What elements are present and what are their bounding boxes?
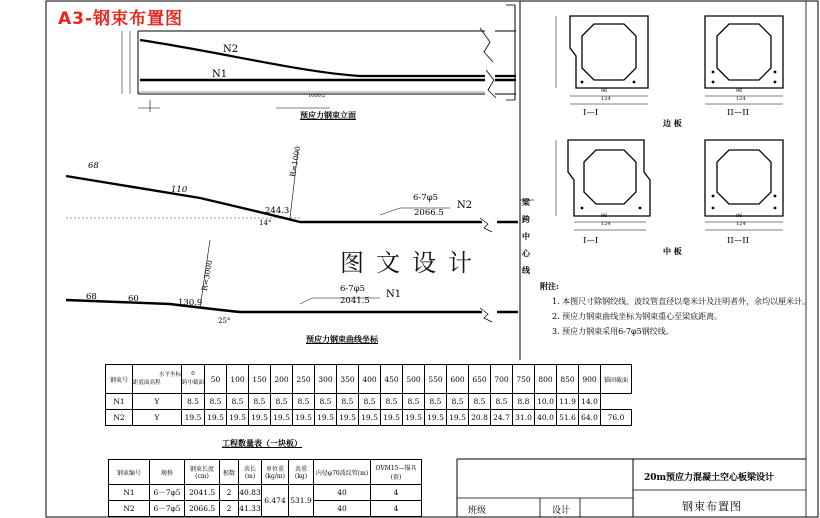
section-middle-right xyxy=(705,140,783,230)
design-label: 设计 xyxy=(552,506,571,516)
coord-cell: 8.5 xyxy=(491,394,513,410)
qty-header: 规格 xyxy=(150,460,185,485)
midline-char: 中 xyxy=(522,231,530,241)
qty-cell: 40 xyxy=(314,485,371,501)
qty-cell: 2 xyxy=(220,485,239,501)
coord-head-y: 距底面高程 xyxy=(133,380,161,386)
coord-cell: 8.5 xyxy=(447,394,469,410)
cut-1-edge: I—I xyxy=(583,108,599,118)
coord-col: 550 xyxy=(425,365,447,394)
coord-zero-label: 跨中截面 xyxy=(182,380,205,386)
n1-length: 2041.5 xyxy=(340,296,370,306)
cut-2-edge: II—II xyxy=(727,108,749,118)
coord-cell: 19.5 xyxy=(315,410,337,426)
qty-header: 单位重(kg/m) xyxy=(262,460,289,485)
coord-cell: 20.8 xyxy=(469,410,491,426)
coord-cell: 8.5 xyxy=(205,394,227,410)
cut-1-middle: I—I xyxy=(583,236,599,246)
coord-col: 350 xyxy=(337,365,359,394)
n1-seg2: 60 xyxy=(128,294,139,304)
n2-length: 2066.5 xyxy=(414,208,444,218)
coord-cell: 19.5 xyxy=(271,410,293,426)
coord-cell: 8.5 xyxy=(249,394,271,410)
coord-cell: 8.5 xyxy=(469,394,491,410)
qty-cell: 6－7φ5 xyxy=(150,501,185,517)
title-block xyxy=(457,459,806,517)
qty-cell: 531.9 xyxy=(289,485,314,517)
note-item: 1. 本图尺寸除钢绞线、波纹管直径以毫米计及注明者外，余均以厘米计。 xyxy=(552,297,811,306)
section-edge-right xyxy=(705,16,783,104)
coord-cell: 8.5 xyxy=(403,394,425,410)
midline-char: 梁 xyxy=(522,197,530,207)
coord-cell: 51.6 xyxy=(557,410,579,426)
n2-radius: R=1000 xyxy=(288,145,303,178)
qty-cell: 40 xyxy=(314,501,371,517)
coord-cell: 8.5 xyxy=(425,394,447,410)
coord-cell: 8.5 xyxy=(227,394,249,410)
project-title: 20m预应力混凝土空心板梁设计 xyxy=(644,473,775,483)
cut-2-middle: II—II xyxy=(727,236,749,246)
n2-curve-label: N2 xyxy=(457,200,473,211)
qty-cell: 6－7φ5 xyxy=(150,485,185,501)
coord-cell: 10.0 xyxy=(535,394,557,410)
coord-cell: 64.0 xyxy=(579,410,601,426)
qty-header: 内径φ70波纹管(m) xyxy=(314,460,371,485)
coord-cell: 19.5 xyxy=(403,410,425,426)
coord-cell: 19.5 xyxy=(205,410,227,426)
coord-cell: 19.5 xyxy=(249,410,271,426)
coord-cell: 8.5 xyxy=(381,394,403,410)
qty-cell: 4 xyxy=(371,501,422,517)
coord-cell: 19.5 xyxy=(425,410,447,426)
n2-spec: 6-7φ5 xyxy=(413,193,439,203)
coord-col: 50 xyxy=(205,365,227,394)
coord-col: 400 xyxy=(359,365,381,394)
qty-header: 根数 xyxy=(220,460,239,485)
qty-header: 共长(m) xyxy=(239,460,262,485)
qty-cell: 41.33 xyxy=(239,501,262,517)
mid-dim-96-r: 96 xyxy=(736,213,743,219)
notes-title: 附注: xyxy=(540,281,559,291)
qty-cell: 4 xyxy=(371,485,422,501)
coord-cell: 14.0 xyxy=(579,394,601,410)
coord-head-zero xyxy=(182,365,205,394)
row-id: N1 xyxy=(106,394,133,410)
coord-cell: 8.5 xyxy=(315,394,337,410)
coord-col: 700 xyxy=(491,365,513,394)
n1-curve-label: N1 xyxy=(386,289,402,300)
qty-cell: N1 xyxy=(109,485,150,501)
mid-dim-96: 96 xyxy=(601,213,608,219)
edge-dim-124: 124 xyxy=(601,96,611,102)
coord-col: 100 xyxy=(227,365,249,394)
midline-char: 跨 xyxy=(522,214,530,224)
coord-cell: 19.5 xyxy=(381,410,403,426)
qty-cell: 2066.5 xyxy=(185,501,220,517)
coord-col: 800 xyxy=(535,365,557,394)
coord-head-x: 水平坐标 xyxy=(158,372,181,378)
class-label: 班级 xyxy=(468,506,487,516)
watermark: 图文设计 xyxy=(340,249,484,277)
n1-seg3: 130.9 xyxy=(178,298,203,308)
span-dim: 1000/2 xyxy=(308,93,326,99)
qty-header: 共重(kg) xyxy=(289,460,314,485)
coord-cell: 19.5 xyxy=(293,410,315,426)
qty-cell: N2 xyxy=(109,501,150,517)
coord-cell: 31.0 xyxy=(513,410,535,426)
coordinate-table xyxy=(105,364,632,426)
coord-zero: 0 xyxy=(191,371,195,377)
edge-dim-96: 96 xyxy=(601,88,608,94)
coord-col: 900 xyxy=(579,365,601,394)
edge-slab-caption: 边 板 xyxy=(663,118,682,128)
coord-col: 450 xyxy=(381,365,403,394)
note-item: 3. 预应力钢束采用6-7φ5钢绞线。 xyxy=(552,327,674,336)
n2-seg1: 68 xyxy=(88,161,99,171)
mid-dim-124-r: 124 xyxy=(736,221,746,227)
midline-char: 心 xyxy=(522,248,530,258)
qty-cell: 6.474 xyxy=(262,485,289,517)
table-row xyxy=(106,394,632,410)
coord-col: 500 xyxy=(403,365,425,394)
coord-col: 250 xyxy=(293,365,315,394)
coord-cell: 19.5 xyxy=(359,410,381,426)
n2-label: N2 xyxy=(223,44,239,55)
coord-cell: 8.8 xyxy=(513,394,535,410)
quantity-table xyxy=(108,459,422,517)
notes xyxy=(540,279,810,339)
coord-col: 600 xyxy=(447,365,469,394)
coord-cell: 19.5 xyxy=(227,410,249,426)
edge-dim-96-r: 96 xyxy=(736,88,743,94)
sheet-title: A3-钢束布置图 xyxy=(58,9,184,29)
curves-caption: 预应力钢束曲线坐标 xyxy=(306,334,378,344)
midline-char: 线 xyxy=(522,265,530,275)
coord-cell: 24.7 xyxy=(491,410,513,426)
coord-col-anchor: 锚固截面 xyxy=(601,365,632,394)
coord-cell: 8.5 xyxy=(337,394,359,410)
coord-col: 750 xyxy=(513,365,535,394)
coord-cell: 8.5 xyxy=(182,394,205,410)
table-row xyxy=(106,410,632,426)
coord-col: 300 xyxy=(315,365,337,394)
coord-cell: 40.0 xyxy=(535,410,557,426)
drawing-name: 钢束布置图 xyxy=(682,500,742,513)
qty-caption: 工程数量表（一块板） xyxy=(222,438,302,448)
qty-cell: 40.83 xyxy=(239,485,262,501)
n1-label: N1 xyxy=(212,69,228,80)
elevation-caption: 预应力钢束立面 xyxy=(300,110,356,120)
row-axis: Y xyxy=(133,410,182,426)
edge-dim-124-r: 124 xyxy=(736,96,746,102)
n1-seg1: 68 xyxy=(86,292,97,302)
n1-radius: R=3000 xyxy=(200,259,215,292)
row-id: N2 xyxy=(106,410,133,426)
coord-cell: 8.5 xyxy=(271,394,293,410)
coord-cell: 19.5 xyxy=(447,410,469,426)
n2-angle: 14° xyxy=(259,219,272,227)
qty-header: 钢束编号 xyxy=(109,460,150,485)
table-row xyxy=(109,485,422,501)
coord-head-axis xyxy=(133,365,182,394)
table-header-row xyxy=(109,460,422,485)
coord-cell: 19.5 xyxy=(337,410,359,426)
coord-cell: 76.0 xyxy=(601,410,632,426)
coord-col: 150 xyxy=(249,365,271,394)
coord-cell: 11.9 xyxy=(557,394,579,410)
qty-header: 钢束长度(cm) xyxy=(185,460,220,485)
coord-cell: 8.5 xyxy=(293,394,315,410)
coord-cell: 8.5 xyxy=(359,394,381,410)
n2-seg2: 110 xyxy=(171,185,188,195)
n2-seg3: 244.3 xyxy=(265,206,290,216)
middle-slab-caption: 中 板 xyxy=(663,246,682,256)
qty-cell: 2 xyxy=(220,501,239,517)
note-item: 2. 预应力钢束曲线坐标为钢束重心至梁底距离。 xyxy=(552,312,723,321)
qty-header: OVM15—锚具(套) xyxy=(371,460,422,485)
n1-angle: 25° xyxy=(218,317,231,325)
coord-col: 200 xyxy=(271,365,293,394)
row-axis: Y xyxy=(133,394,182,410)
coord-cell: 19.5 xyxy=(182,410,205,426)
qty-cell: 2041.5 xyxy=(185,485,220,501)
coord-col: 650 xyxy=(469,365,491,394)
midspan-line-label xyxy=(522,194,532,279)
coord-col: 850 xyxy=(557,365,579,394)
n1-spec: 6-7φ5 xyxy=(340,284,366,294)
mid-dim-124: 124 xyxy=(601,221,611,227)
coord-head-id: 钢束号 xyxy=(106,365,133,394)
